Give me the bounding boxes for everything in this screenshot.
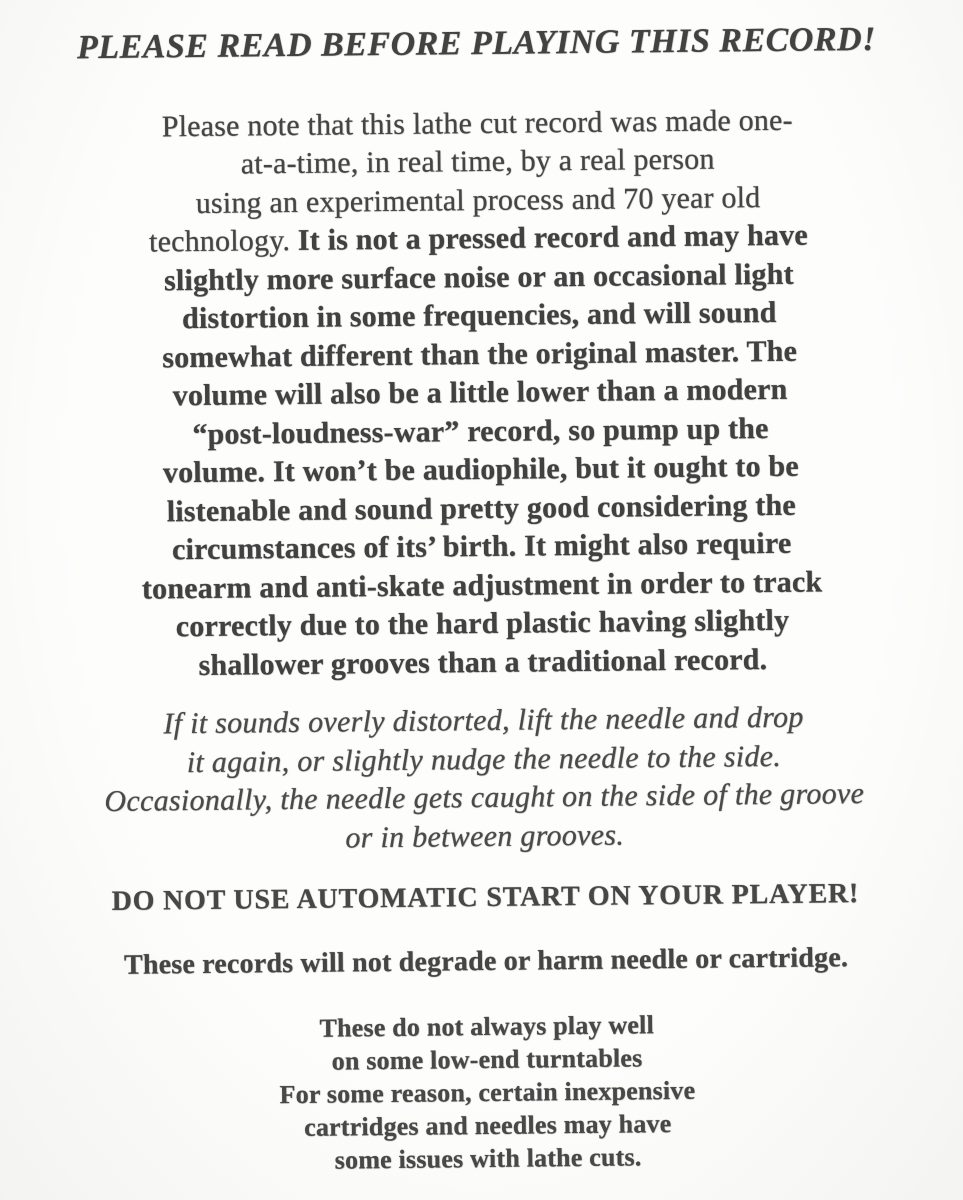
paragraph-text-bold: It is not a pressed record and may have bbox=[297, 218, 809, 258]
paragraph-line: circumstances of its’ birth. It might also require bbox=[171, 527, 792, 567]
turntable-caveat-paragraph bbox=[47, 1006, 929, 1180]
page-title: PLEASE READ BEFORE PLAYING THIS RECORD! bbox=[76, 20, 877, 67]
needle-safety-note: These records will not degrade or harm needle or cartridge. bbox=[123, 942, 849, 982]
main-paragraph bbox=[37, 100, 923, 687]
advice-line: or in between grooves. bbox=[345, 818, 625, 855]
advice-line: If it sounds overly distorted, lift the needle and drop bbox=[163, 700, 804, 741]
paragraph-line: at-a-time, in real time, by a real person bbox=[240, 142, 715, 181]
paragraph-text-regular: technology. bbox=[148, 224, 299, 259]
paragraph-line: “post-loudness-war” record, so pump up the bbox=[192, 411, 769, 451]
caveat-line: For some reason, certain inexpensive bbox=[279, 1076, 696, 1110]
caveat-line: cartridges and needles may have bbox=[303, 1109, 672, 1143]
paragraph-line: correctly due to the hard plastic having slightly bbox=[175, 604, 790, 644]
paragraph-line: slightly more surface noise or an occasional light bbox=[163, 257, 794, 298]
paragraph-line: distortion in some frequencies, and will sound bbox=[181, 296, 777, 336]
paragraph-line: volume will also be a little lower than a modern bbox=[172, 373, 788, 413]
paragraph-line: volume. It won’t be audiophile, but it ought to be bbox=[162, 449, 799, 490]
caveat-line: on some low-end turntables bbox=[331, 1043, 643, 1076]
paragraph-line: tonearm and anti-skate adjustment in order to track bbox=[141, 565, 823, 606]
automatic-start-warning: DO NOT USE AUTOMATIC START ON YOUR PLAYER! bbox=[111, 878, 860, 918]
advice-line: it again, or slightly nudge the needle to the side. bbox=[186, 739, 782, 779]
paragraph-line: Please note that this lathe cut record was made one- bbox=[161, 103, 793, 144]
paragraph-line: using an experimental process and 70 year old bbox=[195, 180, 761, 220]
caveat-line: These do not always play well bbox=[319, 1010, 655, 1044]
advice-line: Occasionally, the needle gets caught on the side of the groove bbox=[104, 777, 865, 819]
paragraph-line: listenable and sound pretty good considering the bbox=[166, 488, 797, 529]
paragraph-line: shallower grooves than a traditional record. bbox=[198, 642, 768, 682]
italic-advice-paragraph bbox=[43, 698, 925, 861]
caveat-line: some issues with lathe cuts. bbox=[334, 1142, 642, 1175]
paragraph-line: somewhat different than the original master. The bbox=[162, 334, 798, 375]
